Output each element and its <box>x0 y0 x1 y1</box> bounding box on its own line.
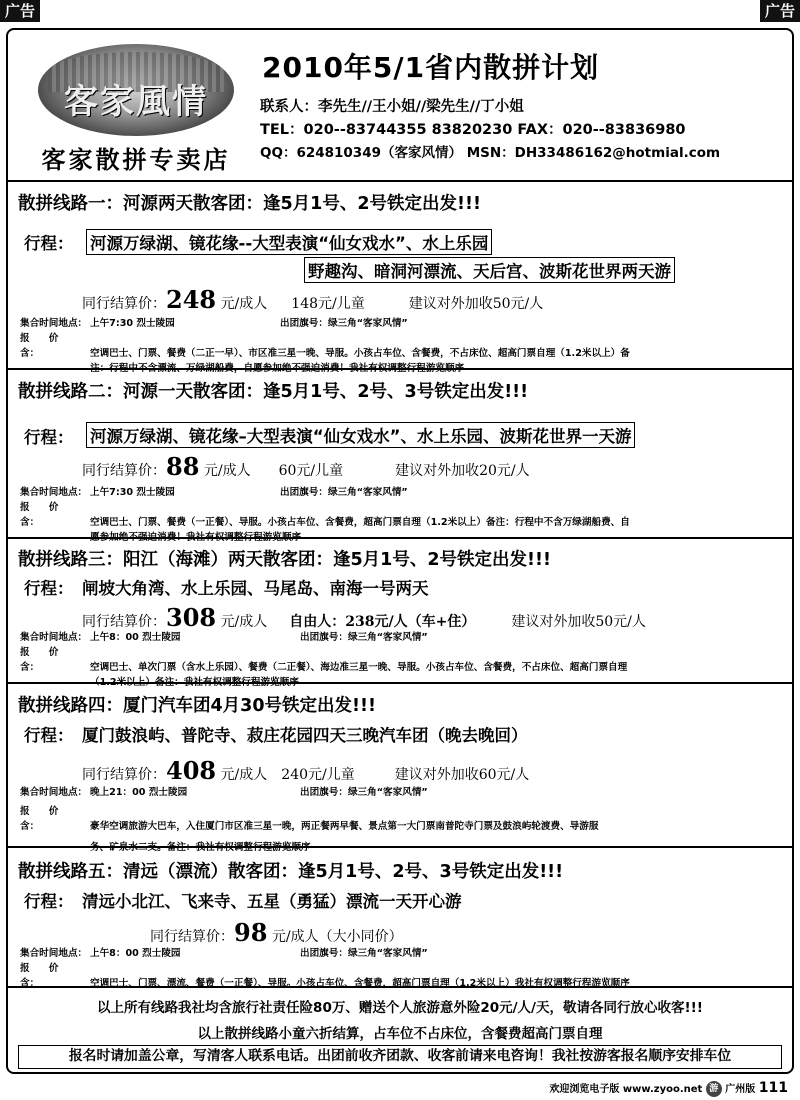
divider <box>8 368 792 370</box>
route-5-price-row <box>150 918 403 947</box>
route-4-itinerary-line1: 厦门鼓浪屿、普陀寺、菽庄花园四天三晚汽车团（晚去晚回） <box>82 726 528 745</box>
page-number: 111 <box>758 1080 788 1096</box>
price-includes: 空调巴士、门票、餐费（二正一早）、市区准三星一晚、导服。小孩占车位、含餐费，不占床位、超高门票自理（1.2米以上）备 <box>90 348 630 359</box>
logo-text: 客家風情 <box>64 82 208 122</box>
meet-point: 上午8：00 烈士陵园 <box>90 632 181 643</box>
price-label: 同行结算价： <box>82 463 166 479</box>
price-label: 同行结算价： <box>82 296 166 312</box>
route-4-price-row <box>82 756 529 785</box>
meet-point: 晚上21：00 烈士陵园 <box>90 787 188 798</box>
route-1-itinerary-line2: 野趣沟、暗洞河漂流、天后宫、波斯花世界两天游 <box>304 257 675 283</box>
route-3-itinerary-label: 行程： <box>24 579 74 598</box>
divider <box>8 682 792 684</box>
route-3-title: 散拼线路三：阳江（海滩）两天散客团：逢5月1号、2号铁定出发!!! <box>18 550 551 570</box>
route-2-itinerary-line1: 河源万绿湖、镜花缘–大型表演“仙女戏水”、水上乐园、波斯花世界一天游 <box>86 422 635 448</box>
child-price: 60元/儿童 <box>278 463 344 479</box>
route-5-itinerary-label: 行程： <box>24 892 74 911</box>
route-1-itinerary-label: 行程： <box>24 234 74 253</box>
edition-label: 广州版 <box>725 1084 756 1095</box>
route-4-details: 集合时间地点： 晚上21：00 烈士陵园 出团旗号：绿三角“客家风情” 报 价 含： 豪华空调旅游大巴车，入住厦门市区准三星一晚，两正餐两早餐、景点第一大门票南普陀寺门票及鼓浪屿轮渡费、导游服 务、矿泉水二支。备注：我社有权调整行程游览顺序 <box>20 785 780 855</box>
price-label: 同行结算价： <box>82 614 166 630</box>
suggested-markup: 建议对外加收50元/人 <box>408 296 544 312</box>
meet-point: 上午7:30 烈士陵园 <box>90 318 175 329</box>
route-2-details: 集合时间地点： 上午7:30 烈士陵园 出团旗号：绿三角“客家风情” 报 价 含： 空调巴士、门票、餐费（一正餐）、导服。小孩占车位、含餐费，超高门票自理（1.2米以上）备注：行程中不含万绿湖船费、自 愿参加绝不强迫消费！我社有权调整行程游览顺序 <box>20 485 780 545</box>
tour-flag: 出团旗号：绿三角“客家风情” <box>280 318 408 329</box>
suggested-markup: 建议对外加收60元/人 <box>394 767 530 783</box>
tour-flag: 出团旗号：绿三角“客家风情” <box>300 787 428 798</box>
route-5-details: 集合时间地点： 上午8：00 烈士陵园 出团旗号：绿三角“客家风情” 报 价 含： 空调巴士、门票、漂流、餐费（一正餐）、导服。小孩占车位、含餐费，超高门票自理（1.2米以上）我社有权调整行程游览顺序 <box>20 948 630 989</box>
price-includes: 空调巴士、单次门票（含水上乐园）、餐费（二正餐）、海边准三星一晚、导服。小孩占车位、含餐费，不占床位、超高门票自理 <box>90 662 628 673</box>
price-includes: 空调巴士、门票、漂流、餐费（一正餐）、导服。小孩占车位、含餐费，超高门票自理（1.2米以上）我社有权调整行程游览顺序 <box>90 978 630 989</box>
ad-label-right: 广告 <box>760 0 800 22</box>
footer-insurance-note: 以上所有线路我社均含旅行社责任险80万、赠送个人旅游意外险20元/人/天，敬请各同行放心收客!!! <box>97 1000 703 1016</box>
price-includes-cont: （1.2米以上）备注：我社有权调整行程游览顺序 <box>90 677 299 688</box>
price-unit: 元/成人 <box>220 614 268 630</box>
price-includes-cont: 愿参加绝不强迫消费！我社有权调整行程游览顺序 <box>90 532 302 543</box>
route-5-title: 散拼线路五：清远（漂流）散客团：逢5月1号、2号、3号铁定出发!!! <box>18 862 564 882</box>
price-label: 同行结算价： <box>82 767 166 783</box>
suggested-markup: 建议对外加收50元/人 <box>511 614 646 630</box>
route-2-price-row <box>82 452 530 481</box>
tour-flag: 出团旗号：绿三角“客家风情” <box>300 948 428 959</box>
meet-point: 上午8：00 烈士陵园 <box>90 948 181 959</box>
suggested-markup: 建议对外加收20元/人 <box>395 463 530 479</box>
footer-signup-note: 报名时请加盖公章，写清客人联系电话。出团前收齐团款、收客前请来电咨询！我社按游客报名顺序安排车位 <box>18 1045 782 1069</box>
price-unit: 元/成人 <box>203 463 251 479</box>
adult-price: 98 <box>234 918 268 947</box>
contact-qq-msn: QQ：624810349（客家风情） MSN：DH33486162@hotmial.com <box>260 145 721 161</box>
adult-price: 308 <box>166 603 217 632</box>
route-4-title: 散拼线路四：厦门汽车团4月30号铁定出发!!! <box>18 696 376 716</box>
page-footer <box>549 1080 788 1097</box>
price-unit: 元/成人 <box>220 767 268 783</box>
divider <box>8 180 792 182</box>
price-includes-cont: 务、矿泉水二支。备注：我社有权调整行程游览顺序 <box>90 842 311 853</box>
website-text: 欢迎浏览电子版 www.zyoo.net <box>549 1084 703 1095</box>
ad-label-left: 广告 <box>0 0 40 22</box>
route-5-itinerary-line1: 清远小北江、飞来寺、五星（勇猛）漂流一天开心游 <box>82 892 462 911</box>
route-4-itinerary-label: 行程： <box>24 726 74 745</box>
tour-flag: 出团旗号：绿三角“客家风情” <box>300 632 428 643</box>
price-includes: 豪华空调旅游大巴车，入住厦门市区准三星一晚，两正餐两早餐、景点第一大门票南普陀寺门票及鼓浪屿轮渡费、导游服 <box>90 821 599 832</box>
route-2-title: 散拼线路二：河源一天散客团：逢5月1号、2号、3号铁定出发!!! <box>18 382 529 402</box>
route-2-itinerary-label: 行程： <box>24 428 74 447</box>
route-1-details: 集合时间地点： 上午7:30 烈士陵园 出团旗号：绿三角“客家风情” 报 价 含： 空调巴士、门票、餐费（二正一早）、市区准三星一晚、导服。小孩占车位、含餐费，不占床位、超高门票自理（1.2米以上）备 注：行程中不含漂流、万绿湖船费，自愿参加绝不强迫消费！我社有权调整行程游览顺序 <box>20 316 780 376</box>
price-label: 同行结算价： <box>150 929 234 945</box>
price-includes-cont: 注：行程中不含漂流、万绿湖船费，自愿参加绝不强迫消费！我社有权调整行程游览顺序 <box>90 363 465 374</box>
contact-tel-fax: TEL：020--83744355 83820230 FAX：020--83836980 <box>260 122 686 138</box>
price-unit: 元/成人 <box>220 296 268 312</box>
adult-price: 88 <box>166 452 200 481</box>
route-1-itinerary-line1: 河源万绿湖、镜花缘--大型表演“仙女戏水”、水上乐园 <box>86 229 492 255</box>
footer-child-note: 以上散拼线路小童六折结算，占车位不占床位，含餐费超高门票自理 <box>197 1026 603 1042</box>
child-price: 148元/儿童 <box>291 296 365 312</box>
contact-persons: 联系人：李先生//王小姐//梁先生//丁小姐 <box>260 99 524 115</box>
child-price: 240元/儿童 <box>281 767 355 783</box>
route-3-details: 集合时间地点： 上午8：00 烈士陵园 出团旗号：绿三角“客家风情” 报 价 含： 空调巴士、单次门票（含水上乐园）、餐费（二正餐）、海边准三星一晚、导服。小孩占车位、含餐费，不占床位、超高门票自理 （1.2米以上）备注：我社有权调整行程游览顺序 <box>20 630 780 690</box>
travel-icon: 游 <box>706 1081 722 1097</box>
divider <box>8 986 792 988</box>
route-1-title: 散拼线路一：河源两天散客团：逢5月1号、2号铁定出发!!! <box>18 194 481 214</box>
divider <box>8 846 792 848</box>
price-unit: 元/成人（大小同价） <box>271 929 403 945</box>
price-includes: 空调巴士、门票、餐费（一正餐）、导服。小孩占车位、含餐费，超高门票自理（1.2米以上）备注：行程中不含万绿湖船费、自 <box>90 517 630 528</box>
tour-flag: 出团旗号：绿三角“客家风情” <box>280 487 408 498</box>
route-3-itinerary-line1: 闸坡大角湾、水上乐园、马尾岛、南海一号两天 <box>82 579 429 598</box>
adult-price: 408 <box>166 756 217 785</box>
adult-price: 248 <box>166 285 217 314</box>
route-3-price-row <box>82 603 646 632</box>
free-traveler-price: 自由人：238元/人（车+住） <box>289 614 476 630</box>
logo-image <box>38 44 234 136</box>
route-1-price-row <box>82 285 543 314</box>
plan-title: 2010年5/1省内散拼计划 <box>262 51 600 84</box>
shop-name: 客家散拼专卖店 <box>41 145 231 174</box>
divider <box>8 537 792 539</box>
meet-point: 上午7:30 烈士陵园 <box>90 487 175 498</box>
